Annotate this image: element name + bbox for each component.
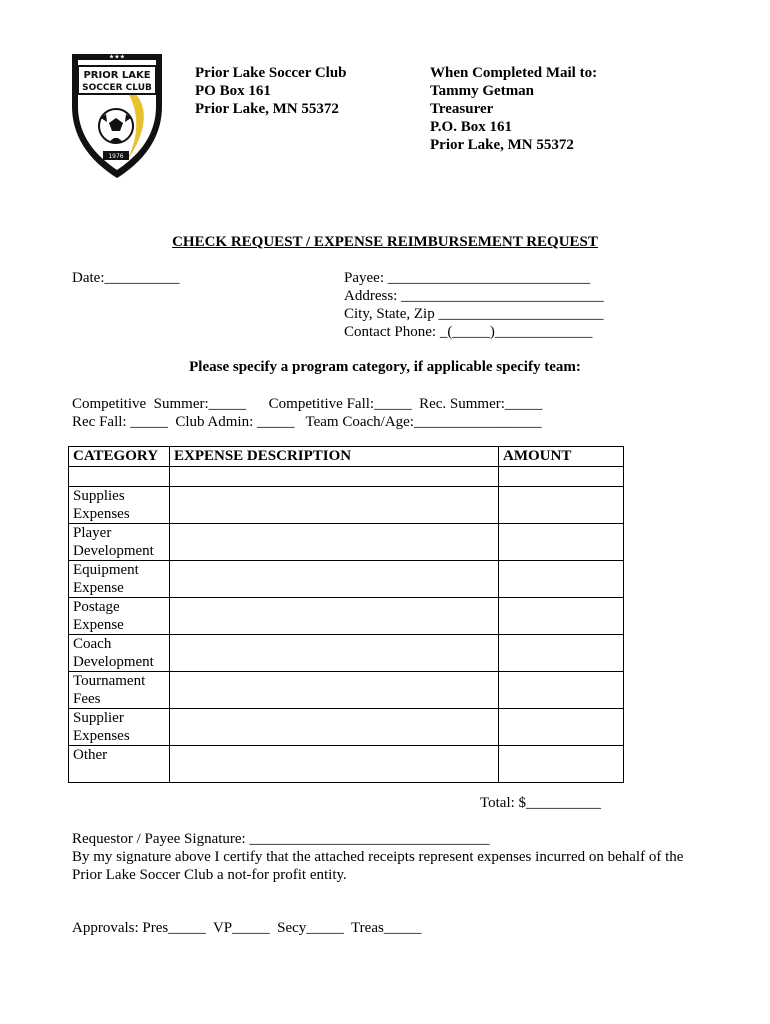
category-tournament-fees: Tournament Fees	[69, 672, 170, 709]
amount-cell[interactable]	[499, 635, 624, 672]
amount-cell[interactable]	[499, 561, 624, 598]
table-row	[69, 467, 624, 487]
description-cell[interactable]	[170, 487, 499, 524]
category-postage-expense: Postage Expense	[69, 598, 170, 635]
table-row	[69, 746, 624, 783]
description-cell[interactable]	[170, 467, 499, 487]
mail-to-heading: When Completed Mail to:	[430, 65, 598, 81]
category-player-development: Player Development	[69, 524, 170, 561]
program-instruction: Please specify a program category, if applicable specify team:	[189, 359, 581, 375]
mail-to-role: Treasurer	[430, 101, 494, 117]
category-other: Other	[69, 746, 170, 783]
club-logo	[66, 46, 168, 182]
table-row	[69, 672, 624, 709]
amount-cell[interactable]	[499, 709, 624, 746]
amount-cell[interactable]	[499, 598, 624, 635]
category-coach-development: Coach Development	[69, 635, 170, 672]
category-header: CATEGORY	[69, 447, 170, 467]
category-cell[interactable]	[69, 467, 170, 487]
category-supplier-expenses: Supplier Expenses	[69, 709, 170, 746]
total-field[interactable]: Total: $__________	[480, 795, 602, 811]
amount-cell[interactable]	[499, 746, 624, 783]
club-name: Prior Lake Soccer Club	[195, 65, 347, 81]
description-cell[interactable]	[170, 709, 499, 746]
signature-field[interactable]: Requestor / Payee Signature: ________________________________	[72, 831, 490, 847]
form-title: CHECK REQUEST / EXPENSE REIMBURSEMENT REQUEST	[172, 234, 598, 250]
table-row	[69, 487, 624, 524]
mail-to-po-box: P.O. Box 161	[430, 119, 512, 135]
mail-to-city: Prior Lake, MN 55372	[430, 137, 574, 153]
mail-to-name: Tammy Getman	[430, 83, 535, 99]
expense-table	[68, 446, 624, 783]
description-cell[interactable]	[170, 746, 499, 783]
table-row	[69, 524, 624, 561]
certify-text-1: By my signature above I certify that the attached receipts represent expenses incurred on behalf of the	[72, 849, 684, 865]
city-state-zip-field[interactable]: City, State, Zip ______________________	[344, 306, 604, 322]
table-row	[69, 561, 624, 598]
category-supplies-expenses: Supplies Expenses	[69, 487, 170, 524]
description-cell[interactable]	[170, 672, 499, 709]
table-row	[69, 598, 624, 635]
table-row	[69, 709, 624, 746]
logo-bottom-text: SOCCER CLUB	[82, 83, 152, 93]
svg-text:★★★: ★★★	[108, 53, 126, 61]
description-cell[interactable]	[170, 524, 499, 561]
description-cell[interactable]	[170, 598, 499, 635]
table-row	[69, 635, 624, 672]
program-line-1[interactable]: Competitive Summer:_____ Competitive Fall:_____ Rec. Summer:_____	[72, 396, 543, 412]
amount-cell[interactable]	[499, 672, 624, 709]
club-city: Prior Lake, MN 55372	[195, 101, 339, 117]
program-line-2[interactable]: Rec Fall: _____ Club Admin: _____ Team Coach/Age:_________________	[72, 414, 542, 430]
amount-cell[interactable]	[499, 467, 624, 487]
club-po-box: PO Box 161	[195, 83, 271, 99]
logo-year: 1976	[108, 153, 124, 160]
amount-cell[interactable]	[499, 524, 624, 561]
amount-header: AMOUNT	[499, 447, 624, 467]
certify-text-2: Prior Lake Soccer Club a not-for profit entity.	[72, 867, 347, 883]
amount-cell[interactable]	[499, 487, 624, 524]
category-equipment-expense: Equipment Expense	[69, 561, 170, 598]
approvals-field[interactable]: Approvals: Pres_____ VP_____ Secy_____ Treas_____	[72, 920, 422, 936]
payee-field[interactable]: Payee: ___________________________	[344, 270, 591, 286]
logo-top-text: PRIOR LAKE	[83, 70, 151, 81]
table-header-row	[69, 447, 624, 467]
date-field[interactable]: Date:__________	[72, 270, 180, 286]
description-cell[interactable]	[170, 561, 499, 598]
description-header: EXPENSE DESCRIPTION	[170, 447, 499, 467]
address-field[interactable]: Address: ___________________________	[344, 288, 604, 304]
contact-phone-field[interactable]: Contact Phone: _(_____)_____________	[344, 324, 593, 340]
description-cell[interactable]	[170, 635, 499, 672]
